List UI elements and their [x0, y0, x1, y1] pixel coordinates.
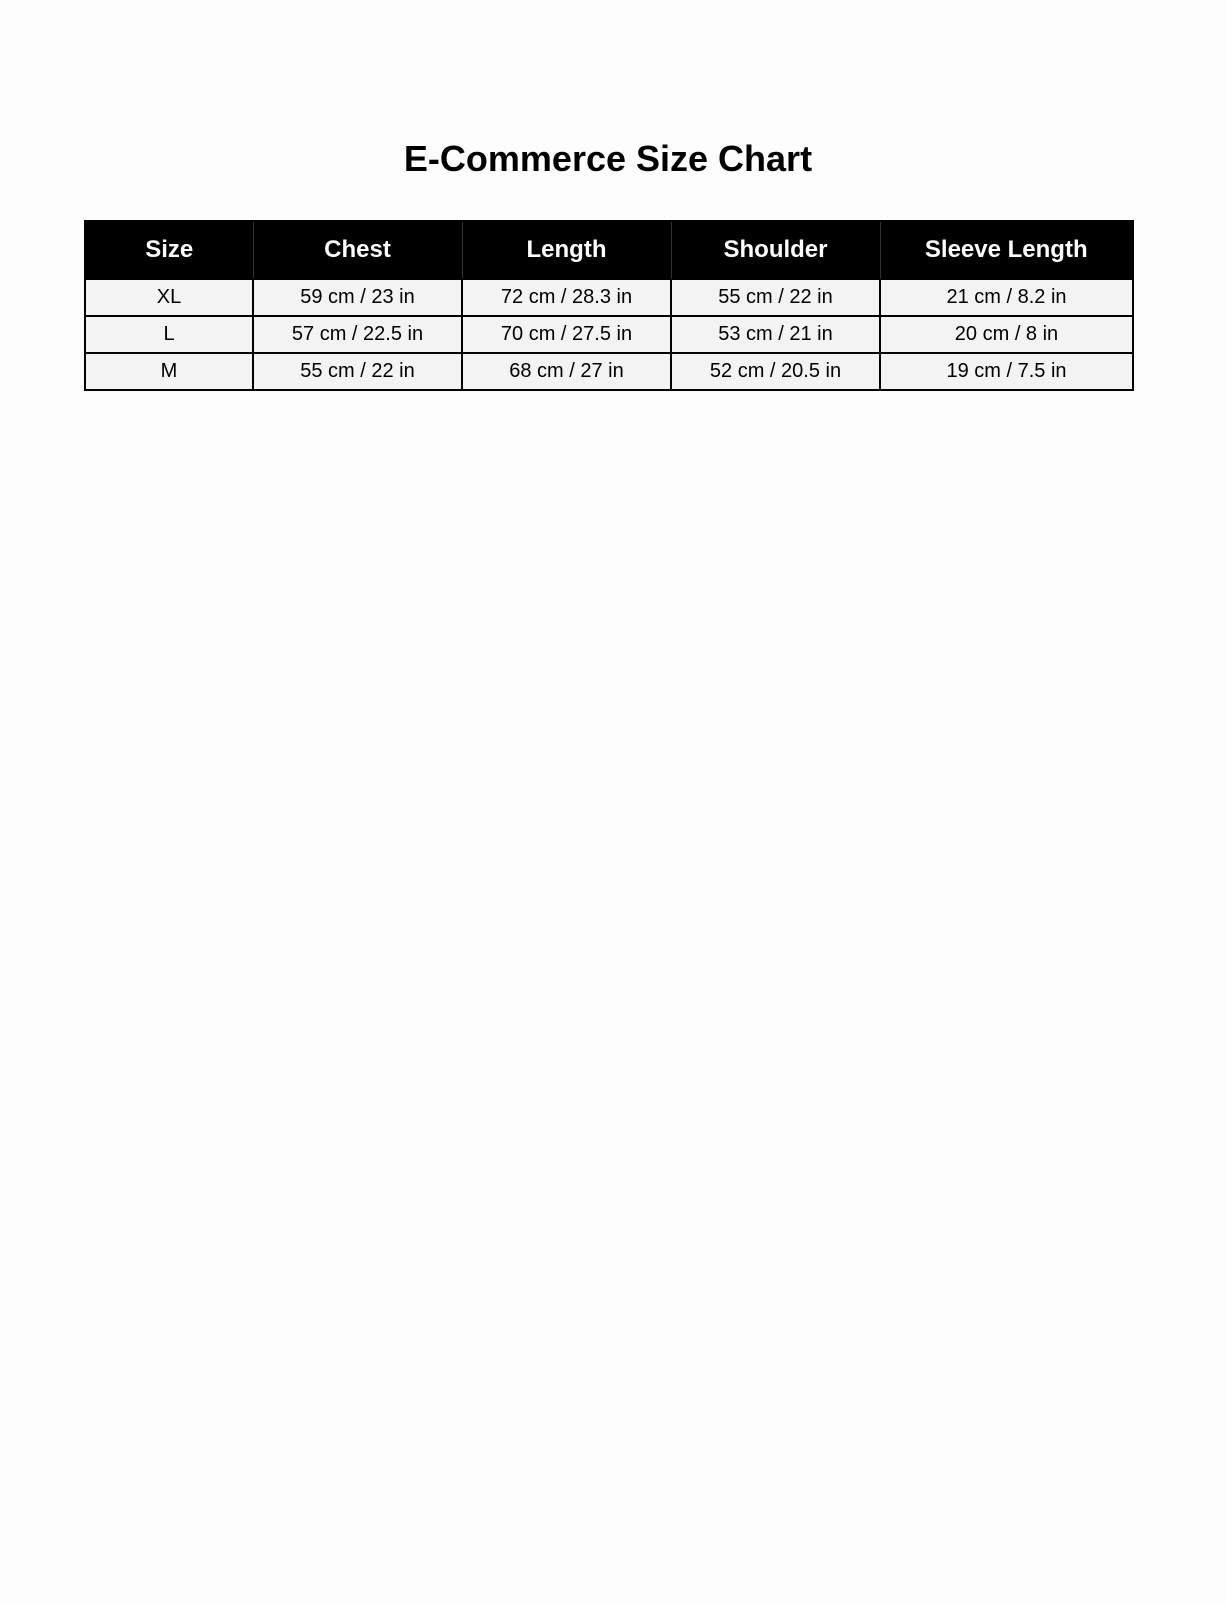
- cell-length: 70 cm / 27.5 in: [462, 316, 671, 353]
- table-row: [85, 353, 1133, 390]
- size-chart-table: [84, 220, 1134, 391]
- table-header-row: [85, 221, 1133, 279]
- table-row: [85, 279, 1133, 316]
- cell-length: 72 cm / 28.3 in: [462, 279, 671, 316]
- cell-size: L: [85, 316, 253, 353]
- header-length: Length: [462, 221, 671, 279]
- cell-sleeve-length: 20 cm / 8 in: [880, 316, 1133, 353]
- cell-chest: 55 cm / 22 in: [253, 353, 462, 390]
- cell-chest: 57 cm / 22.5 in: [253, 316, 462, 353]
- page-title: E-Commerce Size Chart: [403, 138, 813, 179]
- header-sleeve-length: Sleeve Length: [880, 221, 1133, 279]
- cell-sleeve-length: 19 cm / 7.5 in: [880, 353, 1133, 390]
- cell-chest: 59 cm / 23 in: [253, 279, 462, 316]
- header-size: Size: [85, 221, 253, 279]
- cell-shoulder: 55 cm / 22 in: [671, 279, 880, 316]
- cell-size: M: [85, 353, 253, 390]
- cell-sleeve-length: 21 cm / 8.2 in: [880, 279, 1133, 316]
- cell-length: 68 cm / 27 in: [462, 353, 671, 390]
- cell-shoulder: 52 cm / 20.5 in: [671, 353, 880, 390]
- table-row: [85, 316, 1133, 353]
- cell-size: XL: [85, 279, 253, 316]
- cell-shoulder: 53 cm / 21 in: [671, 316, 880, 353]
- header-chest: Chest: [253, 221, 462, 279]
- header-shoulder: Shoulder: [671, 221, 880, 279]
